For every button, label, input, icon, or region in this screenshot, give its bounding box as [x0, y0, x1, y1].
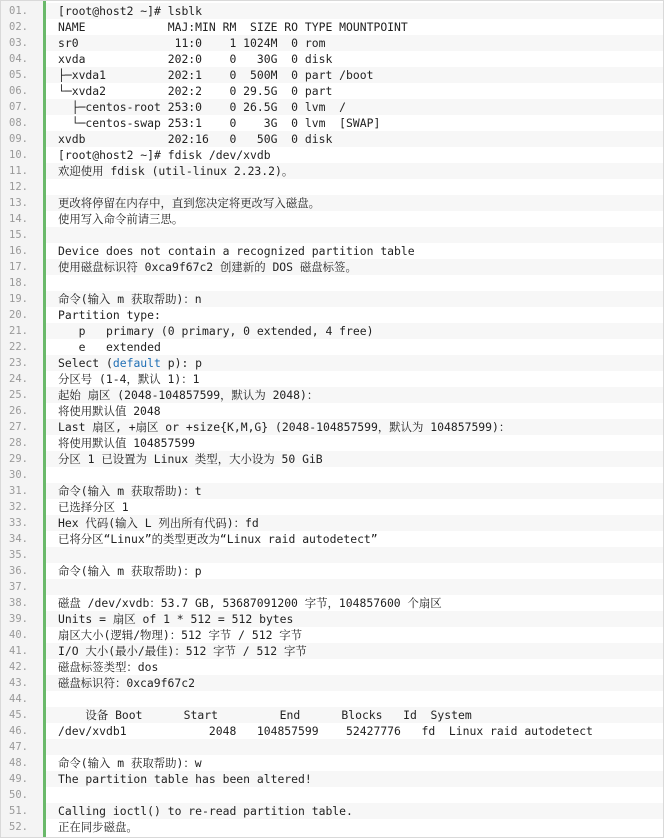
- code-text: Device does not contain a recognized partition table: [58, 244, 415, 258]
- code-text: [46, 467, 663, 483]
- line-number: 04.: [9, 53, 28, 65]
- line-number: 25.: [9, 389, 28, 401]
- code-line: [1, 643, 663, 659]
- code-line: [1, 419, 663, 435]
- line-number: 48.: [9, 757, 28, 769]
- code-line: [1, 131, 663, 147]
- code-line: [1, 579, 663, 595]
- code-text: 磁盘 /dev/xvdb：53.7 GB, 53687091200 字节，104857600 个扇区: [58, 596, 442, 610]
- line-number: 17.: [9, 261, 28, 273]
- code-text: The partition table has been altered!: [46, 771, 663, 787]
- code-line: [1, 675, 663, 691]
- code-text: [46, 179, 663, 195]
- line-number: 24.: [9, 373, 28, 385]
- line-number: 32.: [9, 501, 28, 513]
- code-line: [1, 531, 663, 547]
- code-line: [1, 147, 663, 163]
- code-text: 使用写入命令前请三思。: [58, 212, 184, 226]
- line-number: 30.: [9, 469, 28, 481]
- code-text: [root@host2 ~]# lsblk: [46, 3, 663, 19]
- line-number: 22.: [9, 341, 28, 353]
- line-number: 45.: [9, 709, 28, 721]
- line-number: 12.: [9, 181, 28, 193]
- line-number: 01.: [9, 5, 28, 17]
- code-line: [1, 19, 663, 35]
- code-text: 已选择分区 1: [58, 500, 129, 514]
- code-line: [1, 451, 663, 467]
- code-text: Select (default p): p: [46, 355, 663, 371]
- code-text: [46, 787, 663, 803]
- code-lines: [1, 3, 663, 835]
- code-line: [1, 819, 663, 835]
- line-number: 21.: [9, 325, 28, 337]
- code-line: [1, 275, 663, 291]
- code-text: 命令(输入 m 获取帮助)：t: [46, 483, 663, 499]
- code-text: Last 扇区, +扇区 or +size{K,M,G} (2048-104857599，默认为 104857599)：: [46, 419, 663, 435]
- code-line: [1, 659, 663, 675]
- line-number: 37.: [9, 581, 28, 593]
- line-number: 31.: [9, 485, 28, 497]
- line-number: 15.: [9, 229, 28, 241]
- code-line: [1, 691, 663, 707]
- code-text: NAME MAJ:MIN RM SIZE RO TYPE MOUNTPOINT: [58, 20, 408, 34]
- code-line: [1, 707, 663, 723]
- line-number: 10.: [9, 149, 28, 161]
- code-line: [1, 307, 663, 323]
- code-line: [1, 499, 663, 515]
- code-text: 已将分区“Linux”的类型更改为“Linux raid autodetect”: [58, 532, 378, 546]
- line-number: 13.: [9, 197, 28, 209]
- line-number: 20.: [9, 309, 28, 321]
- code-text: xvda 202:0 0 30G 0 disk: [58, 52, 333, 66]
- code-text: 将使用默认值 2048: [58, 404, 161, 418]
- code-line: [1, 787, 663, 803]
- line-number: 47.: [9, 741, 28, 753]
- code-line: [1, 3, 663, 19]
- line-number: 52.: [9, 821, 28, 833]
- line-number: 44.: [9, 693, 28, 705]
- code-text: ├─centos-root 253:0 0 26.5G 0 lvm /: [46, 99, 663, 115]
- code-text: Hex 代码(输入 L 列出所有代码)：fd: [46, 515, 663, 531]
- code-text: 设备 Boot Start End Blocks Id System: [46, 707, 663, 723]
- line-number: 03.: [9, 37, 28, 49]
- code-text: sr0 11:0 1 1024M 0 rom: [46, 35, 663, 51]
- code-line: [1, 563, 663, 579]
- code-text: └─centos-swap 253:1 0 3G 0 lvm [SWAP]: [58, 116, 381, 130]
- code-line: [1, 371, 663, 387]
- line-number: 07.: [9, 101, 28, 113]
- code-text: 命令(输入 m 获取帮助)：p: [58, 564, 202, 578]
- line-number: 40.: [9, 629, 28, 641]
- code-line: [1, 771, 663, 787]
- line-number: 14.: [9, 213, 28, 225]
- code-text: I/O 大小(最小/最佳)：512 字节 / 512 字节: [46, 643, 663, 659]
- code-text: └─xvda2 202:2 0 29.5G 0 part: [58, 84, 333, 98]
- code-text: [46, 739, 663, 755]
- code-line: [1, 67, 663, 83]
- line-number: 11.: [9, 165, 28, 177]
- line-number: 33.: [9, 517, 28, 529]
- line-number: 02.: [9, 21, 28, 33]
- code-line: [1, 51, 663, 67]
- code-text: [46, 579, 663, 595]
- line-number: 16.: [9, 245, 28, 257]
- code-text: [46, 275, 663, 291]
- line-number: 19.: [9, 293, 28, 305]
- code-text: p primary (0 primary, 0 extended, 4 free): [46, 323, 663, 339]
- code-line: [1, 803, 663, 819]
- code-line: [1, 195, 663, 211]
- code-text: [46, 227, 663, 243]
- code-line: [1, 243, 663, 259]
- line-number: 26.: [9, 405, 28, 417]
- code-line: [1, 83, 663, 99]
- code-line: [1, 99, 663, 115]
- line-number: 42.: [9, 661, 28, 673]
- line-number: 28.: [9, 437, 28, 449]
- code-line: [1, 595, 663, 611]
- line-number: 27.: [9, 421, 28, 433]
- code-text: 将使用默认值 104857599: [58, 436, 195, 450]
- code-text: Units = 扇区 of 1 * 512 = 512 bytes: [46, 611, 663, 627]
- line-number: 34.: [9, 533, 28, 545]
- code-line: [1, 259, 663, 275]
- line-number: 43.: [9, 677, 28, 689]
- code-line: [1, 723, 663, 739]
- line-number: 18.: [9, 277, 28, 289]
- code-line: [1, 291, 663, 307]
- keyword-highlight: default: [112, 356, 161, 370]
- line-number: 38.: [9, 597, 28, 609]
- line-number: 29.: [9, 453, 28, 465]
- line-number: 06.: [9, 85, 28, 97]
- line-number: 51.: [9, 805, 28, 817]
- code-text: 更改将停留在内存中，直到您决定将更改写入磁盘。: [46, 195, 663, 211]
- code-line: [1, 35, 663, 51]
- line-number: 35.: [9, 549, 28, 561]
- code-line: [1, 115, 663, 131]
- code-line: [1, 339, 663, 355]
- code-line: [1, 627, 663, 643]
- code-text: [46, 691, 663, 707]
- line-number: 50.: [9, 789, 28, 801]
- code-text: 命令(输入 m 获取帮助)：n: [46, 291, 663, 307]
- code-text: [root@host2 ~]# fdisk /dev/xvdb: [58, 148, 271, 162]
- code-line: [1, 611, 663, 627]
- code-line: [1, 755, 663, 771]
- code-text: ├─xvda1 202:1 0 500M 0 part /boot: [46, 67, 663, 83]
- code-text: [46, 547, 663, 563]
- code-text: 分区号 (1-4，默认 1)：1: [58, 372, 200, 386]
- code-text: 扇区大小(逻辑/物理)：512 字节 / 512 字节: [58, 628, 303, 642]
- line-number: 36.: [9, 565, 28, 577]
- code-line: [1, 547, 663, 563]
- code-text: Partition type:: [58, 308, 161, 322]
- code-text: Calling ioctl() to re-read partition table.: [46, 803, 663, 819]
- code-line: [1, 515, 663, 531]
- code-line: [1, 227, 663, 243]
- code-line: [1, 163, 663, 179]
- line-number: 39.: [9, 613, 28, 625]
- line-number: 05.: [9, 69, 28, 81]
- line-number: 08.: [9, 117, 28, 129]
- code-line: [1, 403, 663, 419]
- code-line: [1, 387, 663, 403]
- code-line: [1, 355, 663, 371]
- code-text: 使用磁盘标识符 0xca9f67c2 创建新的 DOS 磁盘标签。: [46, 259, 663, 275]
- code-line: [1, 739, 663, 755]
- code-text: 磁盘标签类型：dos: [58, 660, 159, 674]
- code-line: [1, 435, 663, 451]
- line-number: 23.: [9, 357, 28, 369]
- code-text: 正在同步磁盘。: [58, 820, 138, 834]
- code-text: 分区 1 已设置为 Linux 类型，大小设为 50 GiB: [46, 451, 663, 467]
- code-text: xvdb 202:16 0 50G 0 disk: [46, 131, 663, 147]
- code-line: [1, 211, 663, 227]
- line-number: 46.: [9, 725, 28, 737]
- code-line: [1, 467, 663, 483]
- code-line: [1, 323, 663, 339]
- code-text: 磁盘标识符：0xca9f67c2: [46, 675, 663, 691]
- code-text: e extended: [58, 340, 161, 354]
- line-number: 49.: [9, 773, 28, 785]
- code-line: [1, 483, 663, 499]
- code-text: 命令(输入 m 获取帮助)：w: [58, 756, 202, 770]
- code-text: 起始 扇区 (2048-104857599，默认为 2048)：: [46, 387, 663, 403]
- line-number: 41.: [9, 645, 28, 657]
- line-number: 09.: [9, 133, 28, 145]
- code-text: 欢迎使用 fdisk (util-linux 2.23.2)。: [46, 163, 663, 179]
- code-text: /dev/xvdb1 2048 104857599 52427776 fd Linux raid autodetect: [58, 724, 593, 738]
- code-line: [1, 179, 663, 195]
